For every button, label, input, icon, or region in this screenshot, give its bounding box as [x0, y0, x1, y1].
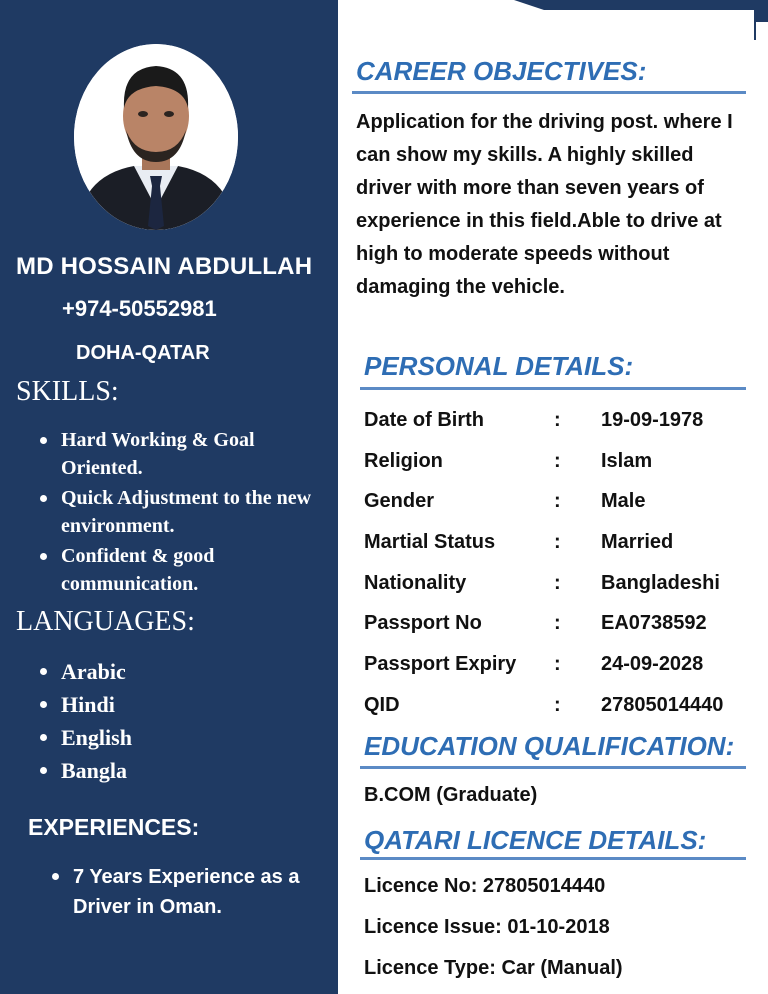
bullet-icon [40, 553, 47, 560]
detail-value: Bangladeshi [601, 571, 720, 594]
table-row [364, 400, 723, 441]
detail-label: Religion [364, 449, 443, 472]
detail-label: Martial Status [364, 530, 496, 553]
list-item [38, 688, 132, 721]
detail-value: Male [601, 490, 646, 513]
language-text: Bangla [61, 758, 128, 783]
detail-value: 24-09-2028 [601, 652, 704, 675]
table-row [364, 522, 723, 563]
detail-label: Nationality [364, 571, 467, 594]
skill-text: Quick Adjustment to the new environment. [61, 487, 312, 537]
languages-list [38, 655, 132, 787]
detail-label: Passport Expiry [364, 652, 517, 675]
experiences-heading: EXPERIENCES: [28, 814, 200, 840]
detail-separator: : [554, 530, 561, 553]
table-row [364, 603, 723, 644]
detail-label: Gender [364, 490, 435, 513]
decorative-corner [338, 0, 768, 40]
bullet-icon [40, 495, 47, 502]
profile-photo [74, 44, 238, 230]
list-item [38, 484, 323, 540]
skills-heading: SKILLS: [16, 376, 119, 407]
section-divider [352, 91, 746, 94]
left-sidebar [0, 0, 338, 994]
bullet-icon [40, 767, 47, 774]
bullet-icon [40, 701, 47, 708]
bullet-icon [52, 873, 59, 880]
detail-value: 19-09-1978 [601, 408, 704, 431]
licence-issue: Licence Issue: 01-10-2018 [364, 916, 610, 938]
table-row [364, 685, 723, 726]
list-item [38, 426, 323, 482]
detail-label: Date of Birth [364, 408, 484, 431]
table-row [364, 441, 723, 482]
table-row [364, 644, 723, 685]
languages-heading: LANGUAGES: [16, 606, 195, 637]
language-text: Arabic [61, 659, 126, 684]
location: DOHA-QATAR [76, 342, 210, 364]
skill-text: Confident & good communication. [61, 545, 215, 595]
detail-value: 27805014440 [601, 693, 724, 716]
table-row [364, 481, 723, 522]
detail-separator: : [554, 408, 561, 431]
section-divider [360, 857, 746, 860]
education-heading: EDUCATION QUALIFICATION: [364, 731, 735, 761]
language-text: English [61, 725, 132, 750]
personal-details-heading: PERSONAL DETAILS: [364, 351, 634, 381]
detail-separator: : [554, 571, 561, 594]
experience-text: 7 Years Experience as a Driver in Oman. [73, 866, 300, 918]
skill-text: Hard Working & Goal Oriented. [61, 429, 255, 479]
detail-separator: : [554, 693, 561, 716]
bullet-icon [40, 668, 47, 675]
candidate-name: MD HOSSAIN ABDULLAH [16, 253, 313, 280]
detail-value: Married [601, 530, 674, 553]
table-row [364, 563, 723, 604]
licence-type: Licence Type: Car (Manual) [364, 957, 623, 979]
licence-heading: QATARI LICENCE DETAILS: [364, 825, 707, 855]
skills-list [38, 426, 323, 600]
list-item [38, 754, 132, 787]
list-item [38, 721, 132, 754]
education-text: B.COM (Graduate) [364, 784, 538, 806]
person-portrait-icon [74, 44, 238, 230]
personal-details-table [364, 400, 723, 726]
section-divider [360, 766, 746, 769]
career-objectives-heading: CAREER OBJECTIVES: [356, 56, 647, 86]
career-objective-text: Application for the driving post. where I can show my skills. A highly skilled driver with more than seven years of experience in this field.Able to drive at high to moderate speeds without damaging the vehicle. [356, 111, 733, 298]
detail-value: Islam [601, 449, 653, 472]
detail-separator: : [554, 449, 561, 472]
detail-label: Passport No [364, 612, 482, 635]
language-text: Hindi [61, 692, 115, 717]
bullet-icon [40, 437, 47, 444]
licence-number: Licence No: 27805014440 [364, 875, 606, 897]
detail-label: QID [364, 693, 400, 716]
list-item [38, 655, 132, 688]
section-divider [360, 387, 746, 390]
detail-value: EA0738592 [601, 612, 707, 635]
detail-separator: : [554, 612, 561, 635]
list-item [38, 542, 323, 598]
experiences-list [50, 862, 330, 922]
bullet-icon [40, 734, 47, 741]
list-item [50, 862, 330, 922]
phone-number: +974-50552981 [62, 296, 217, 321]
detail-separator: : [554, 652, 561, 675]
detail-separator: : [554, 490, 561, 513]
